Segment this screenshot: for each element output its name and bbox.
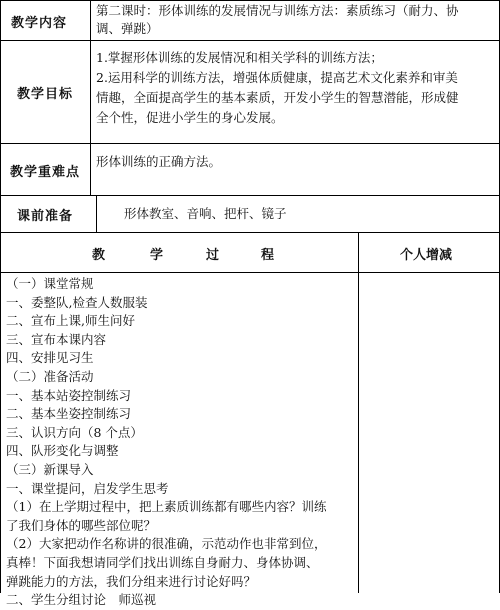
content-line-1: 第二课时：形体训练的发展情况与训练方法：素质练习（耐力、协: [96, 3, 459, 18]
process-line: 一、课堂提问，启发学生思考: [6, 480, 169, 496]
process-line: 了我们身体的哪些部位呢？: [6, 517, 157, 533]
process-line: 四、队形变化与调整: [6, 443, 119, 459]
table-left-border: [0, 0, 1, 593]
key-points-text: 形体训练的正确方法。: [96, 154, 222, 169]
process-header-char-2: 学: [150, 248, 164, 263]
row-divider-1: [0, 40, 500, 41]
process-line: （一）课堂常规: [6, 276, 94, 291]
row-label-preparation: 课前准备: [17, 209, 74, 224]
goals-line-2: 2.运用科学的训练方法，增强体质健康，提高艺术文化素养和审美: [96, 70, 458, 85]
process-line: 三、宣布本课内容: [6, 331, 107, 347]
personal-adjustment-header: 个人增减: [400, 248, 453, 263]
row-label-content: 教学内容: [11, 16, 68, 31]
goals-line-1: 1.掌握形体训练的发展情况和相关学科的训练方法；: [96, 50, 383, 65]
prep-label-divider: [96, 195, 97, 233]
process-line: 一、基本站姿控制练习: [6, 387, 132, 403]
row-divider-2: [0, 143, 500, 144]
process-line: 一、委整队,检查人数服装: [6, 294, 148, 310]
process-header-char-3: 过: [206, 248, 220, 263]
process-line: 二、学生分组讨论 师巡视: [6, 592, 157, 608]
process-line: （三）新课导入: [6, 461, 94, 477]
content-line-2: 调、弹跳）: [96, 21, 159, 36]
row-label-key-points: 教学重难点: [10, 165, 81, 180]
preparation-text: 形体教室、音响、把杆、镜子: [124, 206, 287, 221]
row-divider-3: [0, 195, 500, 196]
teaching-process-body: [6, 275, 354, 610]
process-line: 弹跳能力的方法，我们分组来进行讨论好吗？: [6, 573, 257, 589]
process-line: 三、认识方向（8 个点）: [6, 424, 143, 440]
process-line: 二、基本坐姿控制练习: [6, 406, 132, 422]
personal-column-divider: [358, 232, 359, 593]
row-divider-4: [0, 232, 500, 233]
process-line: 四、安排见习生: [6, 350, 94, 366]
label-column-divider: [90, 0, 91, 196]
process-line: 二、宣布上课,师生问好: [6, 313, 135, 329]
process-line: （1）在上学期过程中，把上素质训练都有哪些内容？训练: [6, 499, 327, 515]
goals-line-3: 情趣，全面提高学生的基本素质，开发小学生的智慧潜能，形成健: [96, 90, 459, 105]
process-line: 真棒！下面我想请同学们找出训练自身耐力、身体协调、: [6, 554, 319, 570]
process-header-char-4: 程: [261, 248, 275, 263]
row-divider-5: [0, 272, 500, 273]
process-header-char-1: 教: [92, 248, 106, 263]
process-line: （2）大家把动作名称讲的很准确，示范动作也非常到位，: [6, 536, 327, 552]
goals-line-4: 全个性，促进小学生的身心发展。: [96, 110, 284, 125]
process-line: （二）准备活动: [6, 368, 94, 384]
row-label-goals: 教学目标: [17, 87, 74, 102]
